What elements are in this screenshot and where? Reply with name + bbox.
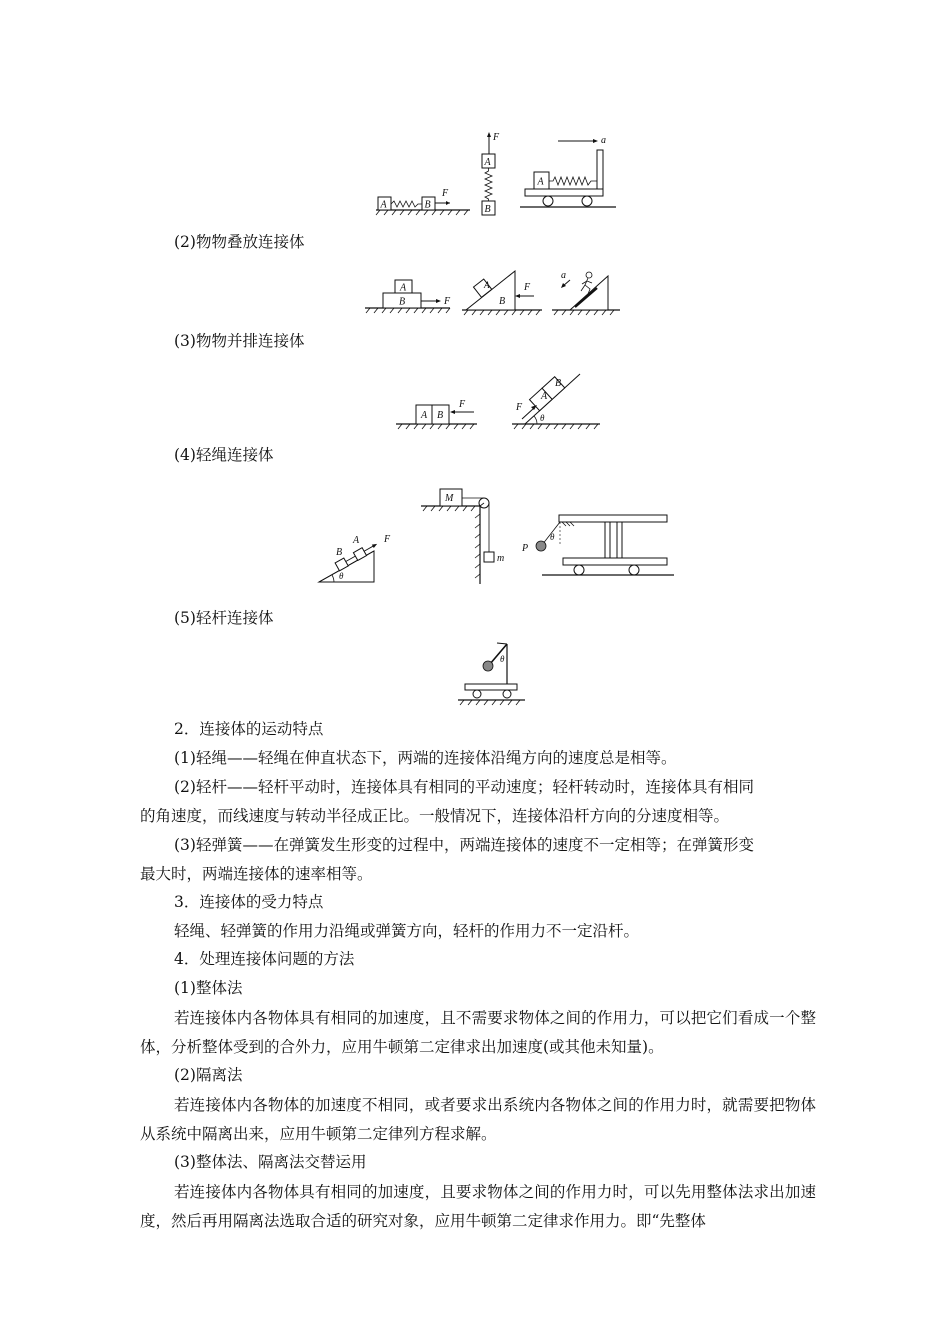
incline-rope-diagram (319, 534, 391, 582)
side-by-side-diagrams (392, 366, 602, 432)
label-spring-A: A (380, 199, 387, 211)
rod-diagram (455, 640, 529, 706)
section-2-rod-line1: (2)轻杆——轻杆平动时，连接体具有相同的平动速度；轻杆转动时，连接体具有相同 (174, 778, 754, 796)
label-rope-incline-theta: θ (339, 571, 344, 581)
label-pair-B: B (437, 410, 444, 421)
label-stack-A: A (400, 282, 407, 294)
cart-pendulum-diagram (521, 515, 674, 575)
section-2-rod-line2: 的角速度，而线速度与转动半径成正比。一般情况下，连接体沿杆方向的分速度相等。 (140, 807, 730, 825)
label-pair-F: F (459, 399, 466, 410)
label-spring-F: F (442, 188, 449, 199)
figure-stacked-connected (362, 266, 622, 318)
cart-spring-diagram (520, 135, 616, 207)
person-on-wedge-diagram (552, 270, 620, 315)
heading-side-by-side: (3)物物并排连接体 (174, 332, 305, 350)
label-incline-theta: θ (540, 413, 545, 423)
label-wedge-F: F (524, 282, 531, 293)
label-rope-incline-F: F (384, 534, 391, 545)
heading-light-rope: (4)轻绳连接体 (174, 446, 274, 464)
section-4-title: 4．处理连接体问题的方法 (174, 950, 355, 968)
label-cart-A: A (537, 176, 544, 188)
method-isolation-text: 若连接体内各物体的加速度不相同，或者要求出系统内各物体之间的作用力时，就需要把物体从系统中隔离出来，应用牛顿第二定律列方程求解。 (140, 1096, 816, 1143)
method-whole-title: (1)整体法 (174, 979, 243, 997)
horizontal-pair-diagram (396, 399, 477, 429)
section-3-text: 轻绳、轻弹簧的作用力沿绳或弹簧方向，轻杆的作用力不一定沿杆。 (174, 922, 640, 940)
method-alternating-text: 若连接体内各物体具有相同的加速度，且要求物体之间的作用力时，可以先用整体法求出加速度，然后再用隔离法选取合适的研究对象，应用牛顿第二定律求作用力。即“先整体 (140, 1183, 816, 1230)
method-whole-text: 若连接体内各物体具有相同的加速度，且不需要求物体之间的作用力，可以把它们看成一个整体，分析整体受到的合外力，应用牛顿第二定律求出加速度(或其他未知量)。 (140, 1009, 816, 1056)
label-incline-A: A (541, 391, 548, 402)
label-stack-B: B (399, 296, 406, 308)
figure-rod-connected (455, 640, 529, 706)
heading-light-rod: (5)轻杆连接体 (174, 609, 274, 627)
spring-diagrams (370, 130, 620, 218)
label-pendulum-theta: θ (550, 532, 555, 542)
label-vertical-B: B (484, 204, 491, 215)
vertical-spring-diagram (482, 132, 500, 215)
incline-pair-diagram (512, 374, 600, 429)
section-3-title: 3．连接体的受力特点 (174, 893, 324, 911)
figure-spring-connected (370, 130, 620, 218)
label-vertical-A: A (484, 157, 491, 168)
section-2-rope: (1)轻绳——轻绳在伸直状态下，两端的连接体沿绳方向的速度总是相等。 (174, 749, 677, 767)
heading-stacked-bodies: (2)物物叠放连接体 (174, 233, 305, 251)
label-pendulum-P: P (522, 543, 529, 554)
label-wedge-A: A (484, 280, 490, 290)
table-pulley-diagram (421, 489, 504, 584)
stacked-blocks-diagram (365, 280, 451, 313)
method-alternating-title: (3)整体法、隔离法交替运用 (174, 1153, 367, 1171)
label-hanging-m: m (497, 553, 505, 564)
label-wedge-B: B (499, 296, 506, 307)
label-stack-F: F (444, 296, 451, 307)
label-vertical-F: F (493, 132, 500, 143)
method-isolation-title: (2)隔离法 (174, 1066, 243, 1084)
rope-diagrams (316, 484, 678, 588)
label-person-a: a (561, 270, 566, 281)
label-rod-theta: θ (500, 654, 505, 664)
horizontal-spring-diagram (376, 188, 470, 215)
label-incline-F: F (516, 402, 523, 413)
label-incline-B: B (555, 378, 562, 389)
figure-rope-connected (316, 484, 678, 588)
stacked-diagrams (362, 266, 622, 318)
label-pair-A: A (421, 410, 428, 421)
label-spring-B: B (424, 199, 431, 211)
section-2-title: 2．连接体的运动特点 (174, 720, 324, 738)
wedge-block-diagram (462, 271, 542, 315)
label-table-M: M (445, 493, 454, 504)
label-cart-a: a (601, 135, 606, 146)
figure-side-by-side (392, 366, 602, 432)
section-2-spring-line2: 最大时，两端连接体的速率相等。 (140, 865, 373, 883)
section-2-spring-line1: (3)轻弹簧——在弹簧发生形变的过程中，两端连接体的速度不一定相等；在弹簧形变 (174, 836, 754, 854)
label-rope-incline-A: A (353, 535, 360, 546)
label-rope-incline-B: B (336, 547, 343, 558)
